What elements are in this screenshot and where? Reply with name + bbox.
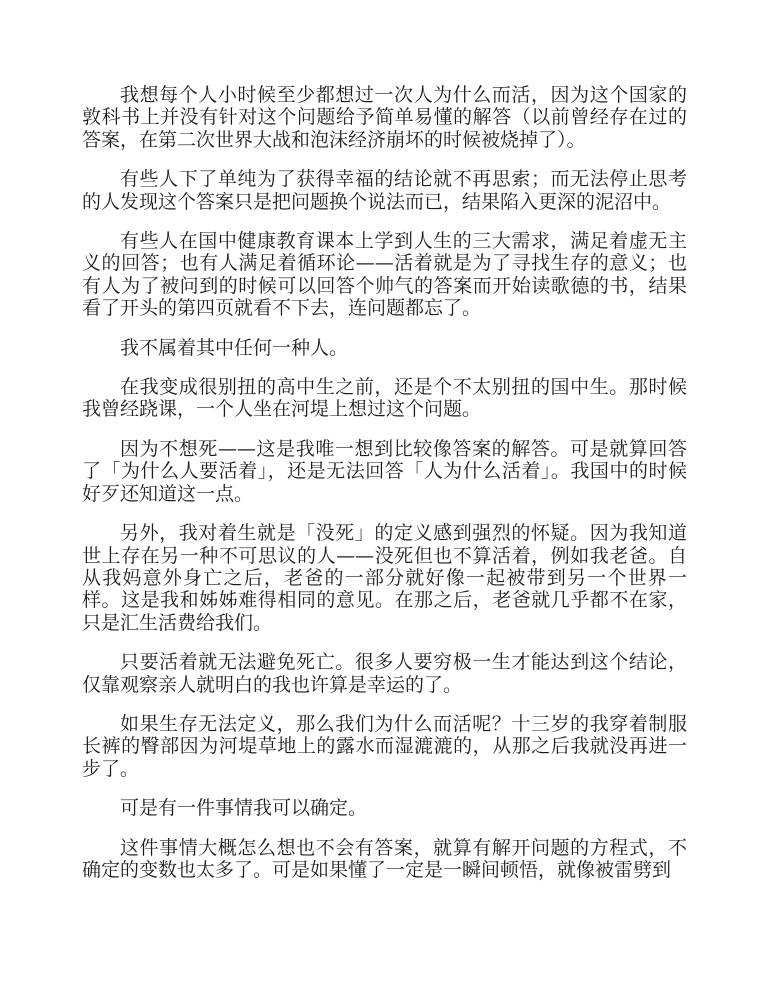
text-paragraph: 因为不想死——这是我唯一想到比较像答案的解答。可是就算回答了「为什么人要活着」，还是无法回答「人为什么活着」。我国中的时候好歹还知道这一点。 (82, 437, 687, 505)
text-paragraph: 可是有一件事情我可以确定。 (120, 797, 368, 820)
text-paragraph: 有些人下了单纯为了获得幸福的结论就不再思索；而无法停止思考的人发现这个答案只是把问题换个说法而已，结果陷入更深的泥沼中。 (82, 168, 687, 213)
text-paragraph: 我不属着其中任何一种人。 (120, 336, 349, 359)
text-paragraph: 如果生存无法定义，那么我们为什么而活呢？十三岁的我穿着制服长裤的臀部因为河堤草地上的露水而湿漉漉的，从那之后我就没再进一步了。 (82, 712, 687, 780)
text-paragraph: 我想每个人小时候至少都想过一次人为什么而活，因为这个国家的敦科书上并没有针对这个问题给予简单易懂的解答（以前曾经存在过的答案，在第二次世界大战和泡沫经济崩坏的时候被烧掉了）。 (82, 84, 687, 151)
text-paragraph: 另外，我对着生就是「没死」的定义感到强烈的怀疑。因为我知道世上存在另一种不可思议的人——没死但也不算活着，例如我老爸。自从我妈意外身亡之后，老爸的一部分就好像一起被带到另一个世界一样。这是我和姊姊难得相同的意见。在那之后，老爸就几乎都不在家，只是汇生活费给我们。 (82, 522, 687, 634)
book-page (82, 84, 687, 898)
text-paragraph: 这件事情大概怎么想也不会有答案，就算有解开问题的方程式，不确定的变数也太多了。可是如果懂了一定是一瞬间顿悟，就像被雷劈到 (82, 836, 687, 881)
text-paragraph: 在我变成很别扭的高中生之前，还是个不太别扭的国中生。那时候我曾经跷课，一个人坐在河堤上想过这个问题。 (82, 376, 687, 421)
text-paragraph: 只要活着就无法避免死亡。很多人要穷极一生才能达到这个结论，仅靠观察亲人就明白的我也许算是幸运的了。 (82, 651, 687, 696)
text-paragraph: 有些人在国中健康教育课本上学到人生的三大需求，满足着虚无主义的回答；也有人满足着循环论——活着就是为了寻找生存的意义；也有人为了被问到的时候可以回答个帅气的答案而开始读歌德的书，结果看了开头的第四页就看不下去，连问题都忘了。 (82, 230, 687, 320)
